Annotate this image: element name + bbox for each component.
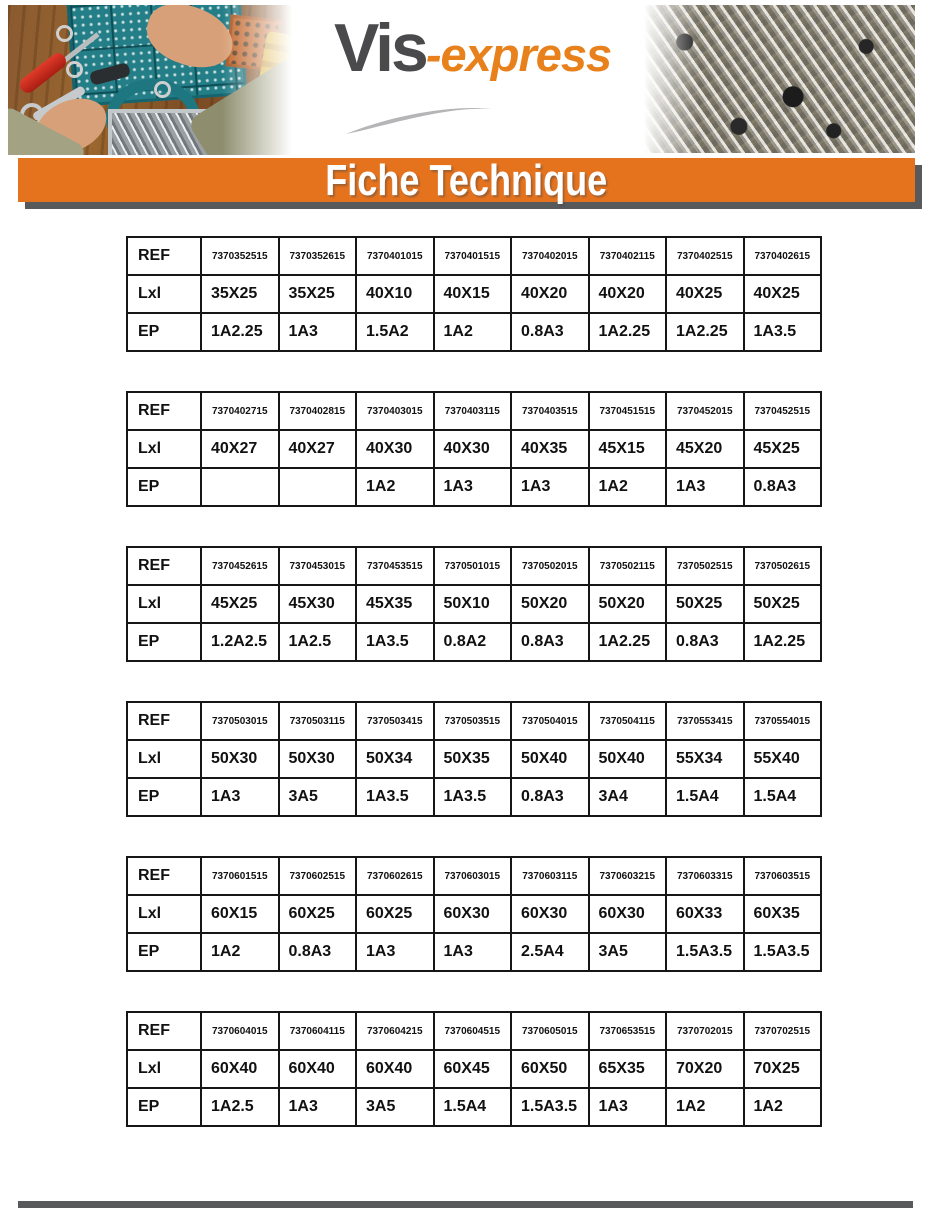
thickness-cell [201, 468, 279, 506]
dimension-cell: 45X20 [666, 430, 744, 468]
workbench-photo [8, 5, 292, 155]
thickness-cell: 1A3 [356, 933, 434, 971]
ref-cell: 7370402815 [279, 392, 357, 430]
row-label: EP [127, 313, 201, 351]
thickness-cell: 1A2 [434, 313, 512, 351]
ref-cell: 7370602515 [279, 857, 357, 895]
ref-cell: 7370501015 [434, 547, 512, 585]
thickness-cell: 0.8A3 [511, 623, 589, 661]
ref-cell: 7370403015 [356, 392, 434, 430]
ref-cell: 7370352615 [279, 237, 357, 275]
thickness-cell: 3A5 [279, 778, 357, 816]
dimension-cell: 45X30 [279, 585, 357, 623]
ref-cell: 7370503015 [201, 702, 279, 740]
dimension-cell: 45X25 [201, 585, 279, 623]
thickness-cell: 1A3.5 [356, 623, 434, 661]
dimension-cell: 45X25 [744, 430, 822, 468]
dimension-cell: 50X10 [434, 585, 512, 623]
ref-cell: 7370503115 [279, 702, 357, 740]
dimension-cell: 35X25 [279, 275, 357, 313]
ref-cell: 7370504015 [511, 702, 589, 740]
thickness-cell: 1A2 [744, 1088, 822, 1126]
row-label: EP [127, 623, 201, 661]
row-label: Lxl [127, 430, 201, 468]
ref-cell: 7370402115 [589, 237, 667, 275]
thickness-cell: 3A4 [589, 778, 667, 816]
dimension-cell: 60X40 [279, 1050, 357, 1088]
dimension-cell: 60X40 [356, 1050, 434, 1088]
dimension-cell: 40X25 [666, 275, 744, 313]
dimension-cell: 45X15 [589, 430, 667, 468]
spec-table-3 [126, 546, 822, 662]
ref-cell: 7370453515 [356, 547, 434, 585]
dimensions-row [127, 895, 821, 933]
row-label: Lxl [127, 275, 201, 313]
row-label: Lxl [127, 1050, 201, 1088]
dimension-cell: 50X40 [589, 740, 667, 778]
dimension-cell: 55X34 [666, 740, 744, 778]
dimension-cell: 35X25 [201, 275, 279, 313]
thickness-row [127, 313, 821, 351]
ref-cell: 7370603315 [666, 857, 744, 895]
washer [56, 25, 73, 42]
dimension-cell: 65X35 [589, 1050, 667, 1088]
spec-table-1 [126, 236, 822, 352]
thickness-cell: 1.5A2 [356, 313, 434, 351]
row-label: REF [127, 702, 201, 740]
thickness-cell: 1A2.25 [589, 313, 667, 351]
thickness-cell: 1A3 [434, 468, 512, 506]
ref-cell: 7370352515 [201, 237, 279, 275]
dimension-cell: 40X27 [279, 430, 357, 468]
dimension-cell: 55X40 [744, 740, 822, 778]
thickness-row [127, 623, 821, 661]
dimension-cell: 50X34 [356, 740, 434, 778]
thickness-row [127, 1088, 821, 1126]
thickness-cell: 1.5A3.5 [511, 1088, 589, 1126]
thickness-cell: 1A3 [279, 1088, 357, 1126]
thickness-cell: 1A2.25 [589, 623, 667, 661]
thickness-cell [279, 468, 357, 506]
row-label: EP [127, 778, 201, 816]
ref-cell: 7370502115 [589, 547, 667, 585]
spec-table-2 [126, 391, 822, 507]
ref-cell: 7370553415 [666, 702, 744, 740]
dimension-cell: 50X25 [666, 585, 744, 623]
white-fade [644, 5, 699, 153]
row-label: Lxl [127, 585, 201, 623]
ref-cell: 7370403515 [511, 392, 589, 430]
dimension-cell: 40X30 [434, 430, 512, 468]
ref-cell: 7370401015 [356, 237, 434, 275]
row-label: EP [127, 933, 201, 971]
thickness-cell: 1.2A2.5 [201, 623, 279, 661]
thickness-cell: 0.8A3 [666, 623, 744, 661]
thickness-cell: 1A3 [511, 468, 589, 506]
ref-cell: 7370604215 [356, 1012, 434, 1050]
dimension-cell: 60X35 [744, 895, 822, 933]
ref-cell: 7370605015 [511, 1012, 589, 1050]
dimension-cell: 60X50 [511, 1050, 589, 1088]
dimension-cell: 50X20 [511, 585, 589, 623]
dimension-cell: 60X30 [589, 895, 667, 933]
ref-cell: 7370502515 [666, 547, 744, 585]
title-banner [18, 155, 915, 204]
ref-cell: 7370452015 [666, 392, 744, 430]
dimensions-row [127, 1050, 821, 1088]
white-fade [222, 5, 292, 155]
washer [154, 81, 171, 98]
thickness-cell: 1.5A4 [666, 778, 744, 816]
row-label: REF [127, 1012, 201, 1050]
logo-swoosh [344, 102, 494, 136]
thickness-cell: 1A2 [356, 468, 434, 506]
dimension-cell: 60X30 [511, 895, 589, 933]
dimensions-row [127, 740, 821, 778]
thickness-cell: 1A2.25 [201, 313, 279, 351]
ref-row [127, 237, 821, 275]
thickness-cell: 1A3 [279, 313, 357, 351]
thickness-cell: 1A2 [201, 933, 279, 971]
washer [66, 61, 83, 78]
thickness-row [127, 778, 821, 816]
thickness-cell: 1A2.5 [279, 623, 357, 661]
dimensions-row [127, 585, 821, 623]
spec-table-6 [126, 1011, 822, 1127]
page-title: Fiche Technique [325, 155, 608, 204]
dimension-cell: 50X40 [511, 740, 589, 778]
dimension-cell: 45X35 [356, 585, 434, 623]
spec-table-5 [126, 856, 822, 972]
ref-cell: 7370503515 [434, 702, 512, 740]
ref-cell: 7370603215 [589, 857, 667, 895]
ref-cell: 7370402515 [666, 237, 744, 275]
ref-cell: 7370702515 [744, 1012, 822, 1050]
dimension-cell: 60X25 [356, 895, 434, 933]
row-label: REF [127, 392, 201, 430]
dimension-cell: 60X45 [434, 1050, 512, 1088]
dimension-cell: 50X30 [279, 740, 357, 778]
ref-cell: 7370502615 [744, 547, 822, 585]
dimension-cell: 50X35 [434, 740, 512, 778]
ref-cell: 7370403115 [434, 392, 512, 430]
row-label: Lxl [127, 740, 201, 778]
dimension-cell: 50X30 [201, 740, 279, 778]
thickness-cell: 1A3 [201, 778, 279, 816]
ref-cell: 7370402615 [744, 237, 822, 275]
thickness-cell: 1A2.25 [744, 623, 822, 661]
thickness-cell: 0.8A3 [279, 933, 357, 971]
thickness-row [127, 468, 821, 506]
row-label: REF [127, 237, 201, 275]
dimension-cell: 60X33 [666, 895, 744, 933]
thickness-cell: 0.8A3 [511, 313, 589, 351]
ref-cell: 7370452515 [744, 392, 822, 430]
dimensions-row [127, 275, 821, 313]
thickness-row [127, 933, 821, 971]
dimension-cell: 60X40 [201, 1050, 279, 1088]
dimensions-row [127, 430, 821, 468]
ref-cell: 7370554015 [744, 702, 822, 740]
vis-express-logo [334, 10, 614, 144]
dimension-cell: 60X30 [434, 895, 512, 933]
ref-cell: 7370503415 [356, 702, 434, 740]
thickness-cell: 0.8A3 [511, 778, 589, 816]
dimension-cell: 60X25 [279, 895, 357, 933]
row-label: EP [127, 468, 201, 506]
thickness-cell: 1A2 [666, 1088, 744, 1126]
dimension-cell: 40X25 [744, 275, 822, 313]
ref-cell: 7370604515 [434, 1012, 512, 1050]
thickness-cell: 1A2 [589, 468, 667, 506]
thickness-cell: 1A3.5 [356, 778, 434, 816]
thickness-cell: 1A2.25 [666, 313, 744, 351]
dimension-cell: 40X10 [356, 275, 434, 313]
screws-pile-photo [644, 5, 915, 153]
ref-cell: 7370601515 [201, 857, 279, 895]
ref-cell: 7370453015 [279, 547, 357, 585]
dimension-cell: 40X27 [201, 430, 279, 468]
thickness-cell: 1.5A3.5 [666, 933, 744, 971]
row-label: EP [127, 1088, 201, 1126]
thickness-cell: 1A3.5 [744, 313, 822, 351]
ref-row [127, 1012, 821, 1050]
thickness-cell: 1A2.5 [201, 1088, 279, 1126]
ref-cell: 7370452615 [201, 547, 279, 585]
dimension-cell: 50X25 [744, 585, 822, 623]
dimension-cell: 40X20 [589, 275, 667, 313]
dimension-cell: 40X15 [434, 275, 512, 313]
logo-text-express: -express [425, 28, 612, 81]
ref-cell: 7370653515 [589, 1012, 667, 1050]
ref-cell: 7370604015 [201, 1012, 279, 1050]
ref-cell: 7370603015 [434, 857, 512, 895]
logo-text-vis: Vis [334, 10, 426, 86]
ref-cell: 7370401515 [434, 237, 512, 275]
thickness-cell: 2.5A4 [511, 933, 589, 971]
dimension-cell: 40X35 [511, 430, 589, 468]
thickness-cell: 1A3.5 [434, 778, 512, 816]
ref-cell: 7370602615 [356, 857, 434, 895]
ref-cell: 7370402015 [511, 237, 589, 275]
dimension-cell: 40X30 [356, 430, 434, 468]
bottom-bar [18, 1201, 913, 1208]
logo-text [334, 10, 614, 86]
ref-cell: 7370702015 [666, 1012, 744, 1050]
ref-row [127, 547, 821, 585]
thickness-cell: 0.8A2 [434, 623, 512, 661]
ref-row [127, 702, 821, 740]
thickness-cell: 1.5A4 [744, 778, 822, 816]
dimension-cell: 50X20 [589, 585, 667, 623]
ref-cell: 7370604115 [279, 1012, 357, 1050]
thickness-cell: 3A5 [356, 1088, 434, 1126]
ref-cell: 7370502015 [511, 547, 589, 585]
ref-row [127, 857, 821, 895]
spec-table-4 [126, 701, 822, 817]
thickness-cell: 1A3 [434, 933, 512, 971]
ref-cell: 7370603515 [744, 857, 822, 895]
thickness-cell: 3A5 [589, 933, 667, 971]
ref-row [127, 392, 821, 430]
row-label: REF [127, 857, 201, 895]
thickness-cell: 1A3 [589, 1088, 667, 1126]
dimension-cell: 40X20 [511, 275, 589, 313]
thickness-cell: 1A3 [666, 468, 744, 506]
row-label: Lxl [127, 895, 201, 933]
ref-cell: 7370504115 [589, 702, 667, 740]
dimension-cell: 70X20 [666, 1050, 744, 1088]
thickness-cell: 1.5A3.5 [744, 933, 822, 971]
tables [126, 236, 822, 1166]
thickness-cell: 1.5A4 [434, 1088, 512, 1126]
ref-cell: 7370402715 [201, 392, 279, 430]
thickness-cell: 0.8A3 [744, 468, 822, 506]
row-label: REF [127, 547, 201, 585]
ref-cell: 7370451515 [589, 392, 667, 430]
dimension-cell: 70X25 [744, 1050, 822, 1088]
dimension-cell: 60X15 [201, 895, 279, 933]
ref-cell: 7370603115 [511, 857, 589, 895]
